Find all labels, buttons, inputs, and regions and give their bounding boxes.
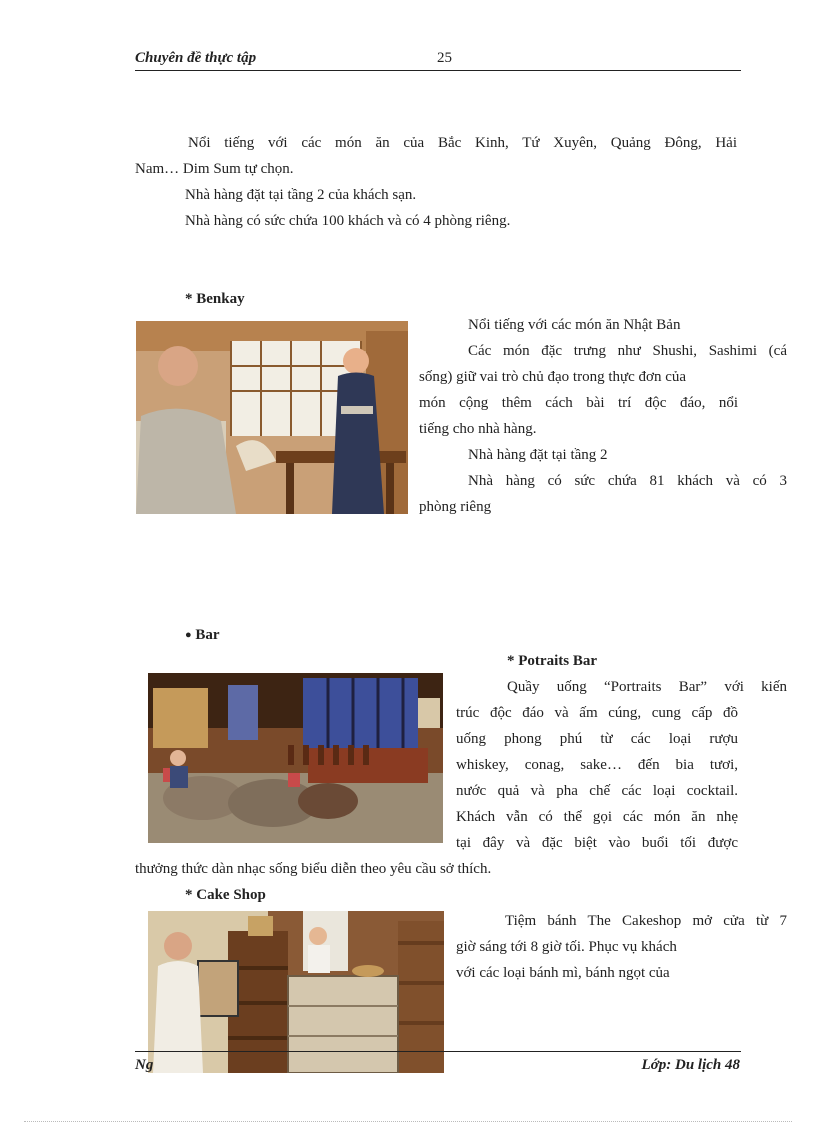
benkay-line-8: phòng riêng: [419, 499, 492, 515]
benkay-line-6: Nhà hàng đặt tại tầng 2: [468, 447, 608, 463]
bar-line-7: tại đây và đặc biệt vào buổi tối được: [456, 835, 738, 851]
benkay-heading: * Benkay: [185, 291, 245, 307]
bar-line-3: uống phong phú từ các loại rượu: [456, 731, 738, 747]
cake-line-1: Tiệm bánh The Cakeshop mở cửa từ 7: [505, 913, 787, 929]
intro-line-1: Nổi tiếng với các món ăn của Bắc Kinh, Tứ Xuyên, Quảng Đông, Hải: [188, 135, 737, 151]
page-number: 25: [437, 50, 452, 66]
footer-class: Lớp: Du lịch 48: [641, 1057, 740, 1073]
bar-heading-label: Bar: [195, 627, 220, 643]
header-title: Chuyên đề thực tập: [135, 50, 257, 66]
benkay-line-4: món cộng thêm cách bài trí độc đáo, nổi: [419, 395, 738, 411]
benkay-line-5: tiếng cho nhà hàng.: [419, 421, 537, 437]
intro-line-2: Nam… Dim Sum tự chọn.: [135, 161, 294, 177]
bar-line-1: Quầy uống “Portraits Bar” với kiến: [507, 679, 787, 695]
benkay-line-7: Nhà hàng có sức chứa 81 khách và có 3: [468, 473, 787, 489]
page-boundary: [24, 1121, 792, 1122]
footer-left: Ng: [135, 1057, 154, 1073]
bar-photo: [148, 673, 443, 843]
benkay-line-2: Các món đặc trưng như Shushi, Sashimi (cá: [468, 343, 787, 359]
intro-line-4: Nhà hàng có sức chứa 100 khách và có 4 phòng riêng.: [185, 213, 511, 229]
benkay-line-3: sống) giữ vai trò chủ đạo trong thực đơn của: [419, 369, 687, 385]
benkay-line-1: Nổi tiếng với các món ăn Nhật Bản: [468, 317, 681, 333]
bar-line-2: trúc độc đáo và ấm cúng, cung cấp đồ: [456, 705, 738, 721]
bar-line-5: nước quả và pha chế các loại cocktail.: [456, 783, 738, 799]
cake-line-3: với các loại bánh mì, bánh ngọt của: [456, 965, 670, 981]
cake-line-2: giờ sáng tới 8 giờ tối. Phục vụ khách: [456, 939, 677, 955]
cake-shop-heading: * Cake Shop: [185, 887, 266, 903]
bar-line-8: thưởng thức dàn nhạc sống biểu diễn theo yêu cầu sở thích.: [135, 861, 492, 877]
benkay-photo: [136, 321, 408, 514]
bar-heading: [185, 622, 220, 648]
bar-line-6: Khách vẫn có thể gọi các món ăn nhẹ: [456, 809, 738, 825]
intro-line-3: Nhà hàng đặt tại tầng 2 của khách sạn.: [185, 187, 417, 203]
cake-shop-photo: [148, 911, 444, 1073]
bar-line-4: whiskey, conag, sake… đến bia tươi,: [456, 757, 738, 773]
footer-rule: [135, 1051, 741, 1052]
bullet-icon: ●: [185, 629, 192, 641]
header-rule: [135, 70, 741, 71]
potraits-bar-heading: * Potraits Bar: [507, 653, 597, 669]
